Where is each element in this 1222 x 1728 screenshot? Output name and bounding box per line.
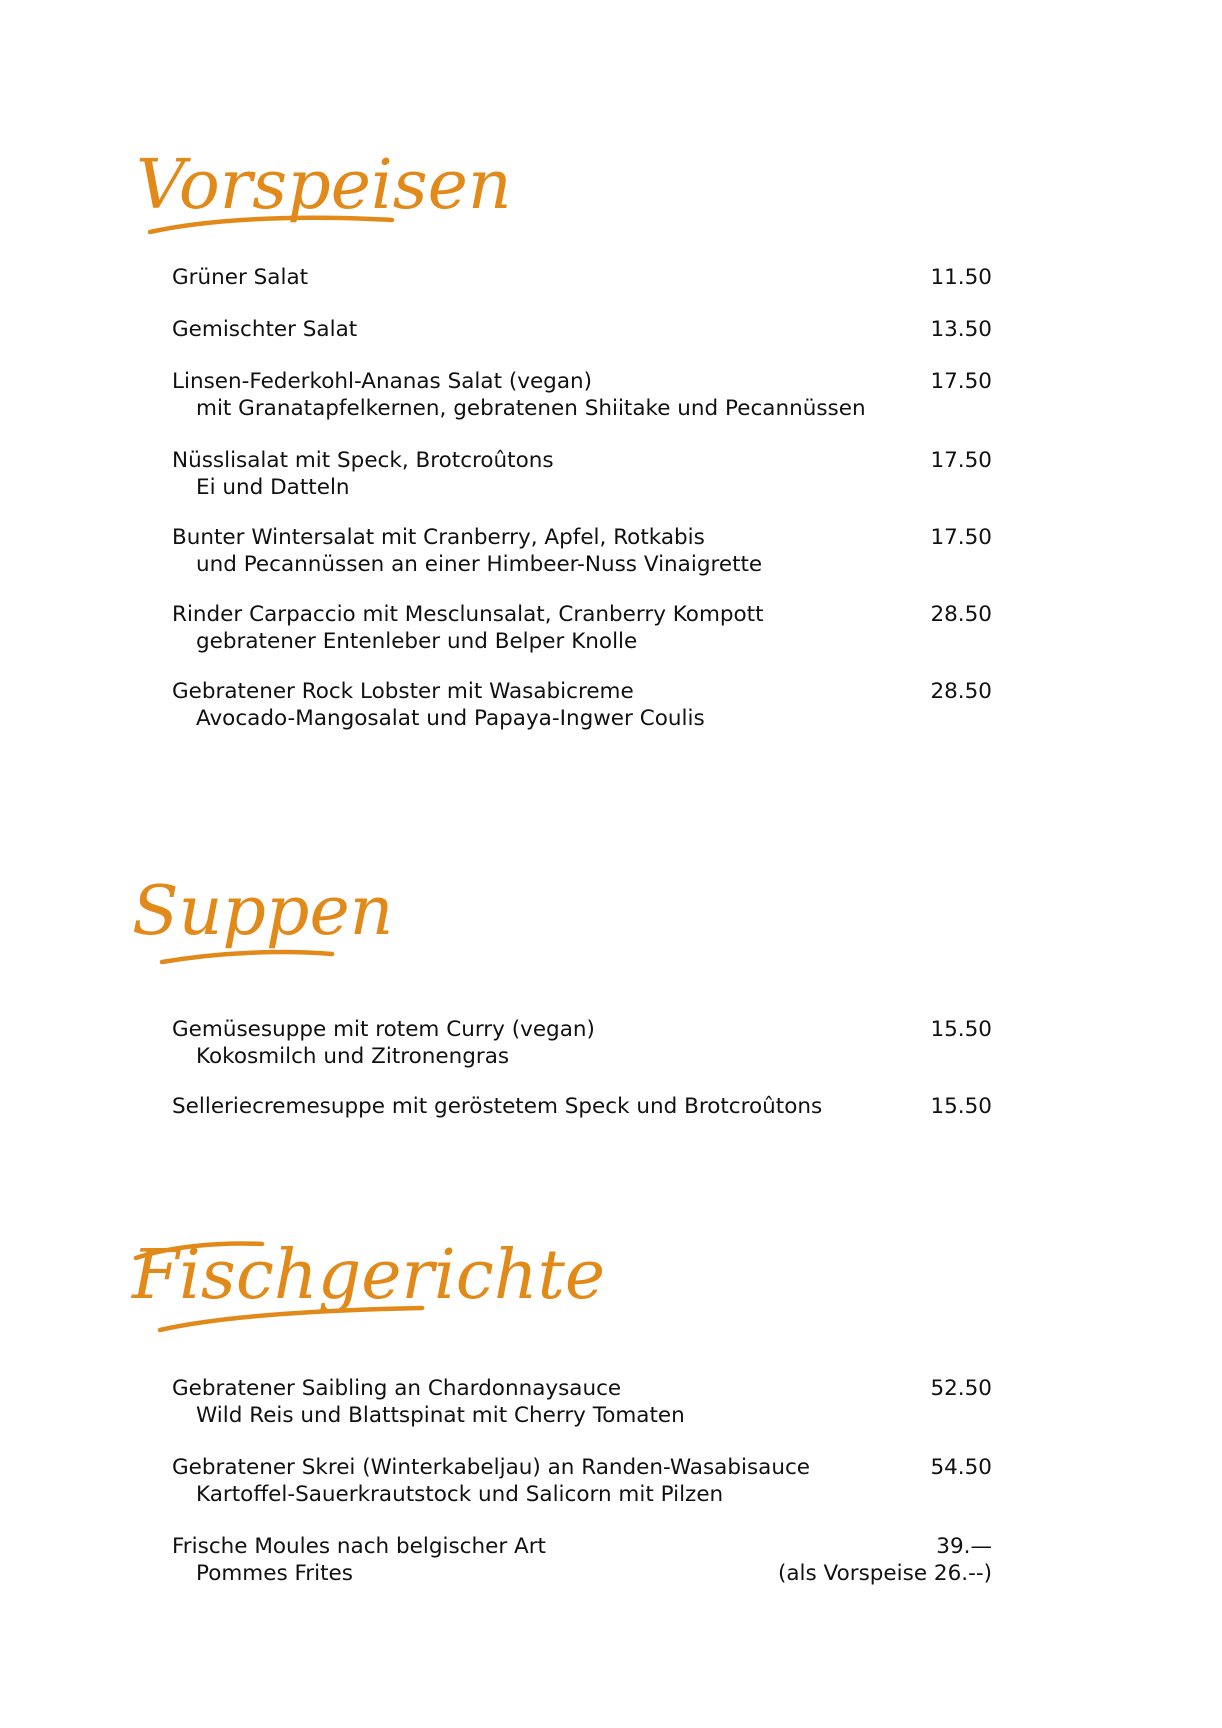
section-title: Fischgerichte <box>132 1236 606 1315</box>
item-price: 11.50 <box>930 265 992 290</box>
menu-item <box>172 678 992 732</box>
item-description: mit Granatapfelkernen, gebratenen Shiitake und Pecannüssen <box>196 396 866 421</box>
item-price: 17.50 <box>930 448 992 473</box>
item-price: 17.50 <box>930 525 992 550</box>
section-heading-suppen <box>132 862 394 972</box>
menu-item <box>172 1016 992 1070</box>
item-name: Bunter Wintersalat mit Cranberry, Apfel, Rotkabis <box>172 525 705 550</box>
section-vorspeisen <box>172 264 992 732</box>
item-name: Linsen-Federkohl-Ananas Salat (vegan) <box>172 369 593 394</box>
menu-item <box>172 601 992 655</box>
swash-underline <box>162 952 332 962</box>
item-name: Gebratener Rock Lobster mit Wasabicreme <box>172 679 634 704</box>
item-description: Kokosmilch und Zitronengras <box>196 1044 510 1069</box>
menu-item <box>172 1454 992 1508</box>
item-price: 13.50 <box>930 317 992 342</box>
menu-item <box>172 1375 992 1429</box>
item-name: Gemischter Salat <box>172 317 358 342</box>
item-price: 54.50 <box>930 1455 992 1480</box>
item-note: (als Vorspeise 26.--) <box>777 1561 992 1586</box>
item-description: Ei und Datteln <box>196 475 350 500</box>
item-price: 15.50 <box>930 1094 992 1119</box>
menu-item <box>172 1533 992 1587</box>
item-price: 17.50 <box>930 369 992 394</box>
item-price: 28.50 <box>930 679 992 704</box>
item-name: Gebratener Saibling an Chardonnaysauce <box>172 1376 622 1401</box>
section-heading-fischgerichte <box>132 1224 606 1344</box>
item-price: 28.50 <box>930 602 992 627</box>
item-description: Kartoffel-Sauerkrautstock und Salicorn mit Pilzen <box>196 1482 724 1507</box>
item-price: 52.50 <box>930 1376 992 1401</box>
menu-item <box>172 368 992 422</box>
menu-item <box>172 524 992 578</box>
menu-item <box>172 447 992 501</box>
item-name: Selleriecremesuppe mit geröstetem Speck und Brotcroûtons <box>172 1094 823 1119</box>
section-title: Vorspeisen <box>136 146 512 225</box>
menu-item <box>172 316 992 343</box>
section-heading-vorspeisen <box>132 140 512 240</box>
item-price: 39.— <box>936 1534 992 1559</box>
item-description: gebratener Entenleber und Belper Knolle <box>196 629 638 654</box>
section-fischgerichte <box>172 1375 992 1587</box>
item-name: Rinder Carpaccio mit Mesclunsalat, Cranberry Kompott <box>172 602 764 627</box>
item-name: Frische Moules nach belgischer Art <box>172 1534 546 1559</box>
menu-item <box>172 1093 992 1120</box>
item-description: und Pecannüssen an einer Himbeer-Nuss Vinaigrette <box>196 552 763 577</box>
item-description: Avocado-Mangosalat und Papaya-Ingwer Coulis <box>196 706 705 731</box>
item-description: Wild Reis und Blattspinat mit Cherry Tomaten <box>196 1403 685 1428</box>
item-description: Pommes Frites <box>196 1561 353 1586</box>
section-title: Suppen <box>132 872 394 951</box>
section-suppen <box>172 1016 992 1120</box>
item-name: Gebratener Skrei (Winterkabeljau) an Randen-Wasabisauce <box>172 1455 810 1480</box>
menu-item <box>172 264 992 291</box>
item-price: 15.50 <box>930 1017 992 1042</box>
item-name: Gemüsesuppe mit rotem Curry (vegan) <box>172 1017 595 1042</box>
item-name: Grüner Salat <box>172 265 309 290</box>
item-name: Nüsslisalat mit Speck, Brotcroûtons <box>172 448 554 473</box>
